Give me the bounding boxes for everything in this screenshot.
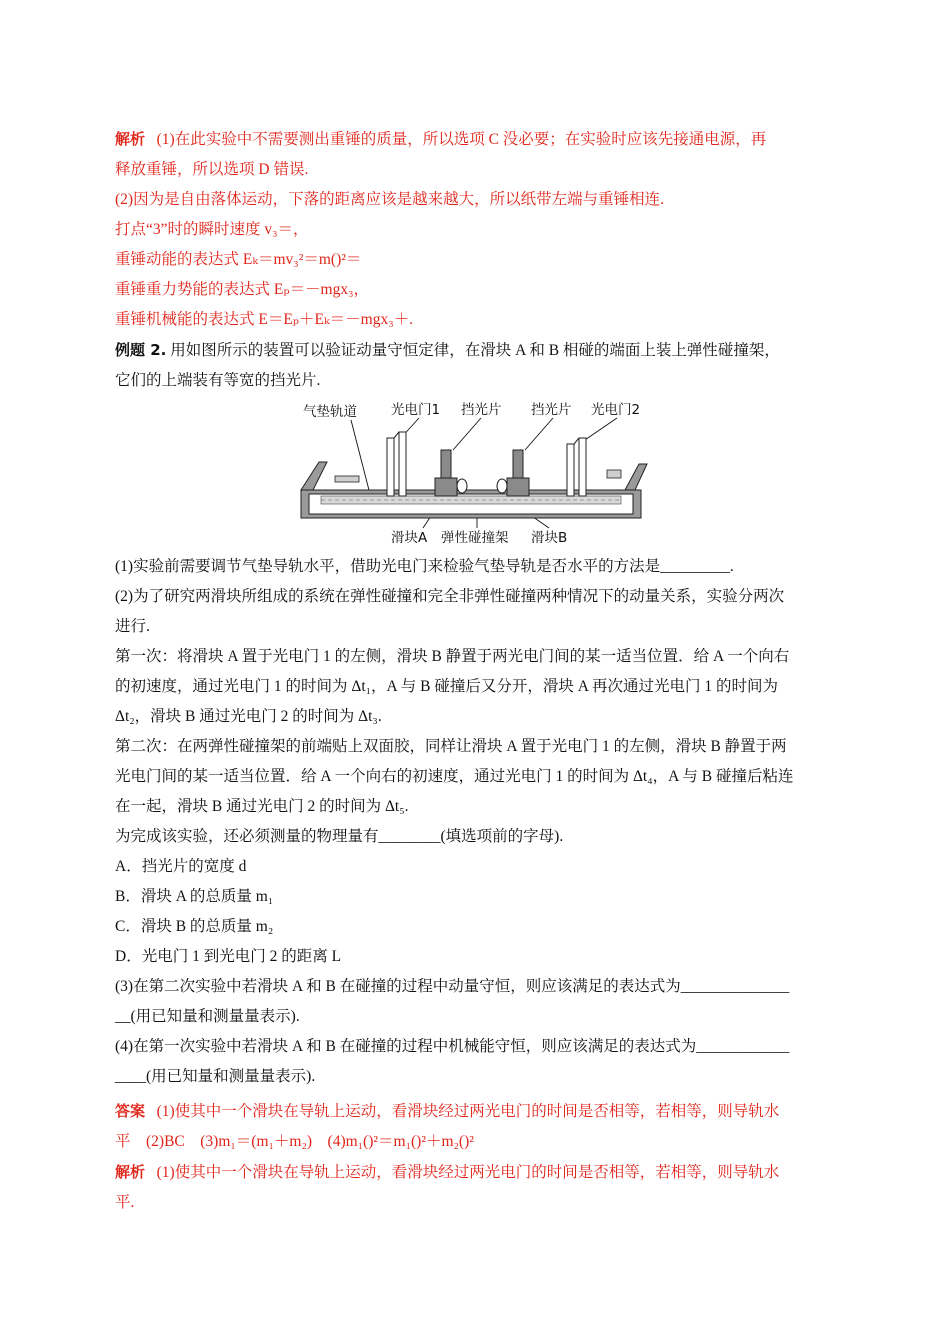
answer-label: 答案 [115,1102,146,1120]
example-intro-line: 例题 2. 用如图所示的装置可以验证动量守恒定律，在滑块 A 和 B 相碰的端面上装上弹性碰撞架， [115,341,780,359]
apparatus-figure [115,398,837,550]
question-line: 在一起，滑块 B 通过光电门 2 的时间为 Δt₅. [115,798,409,815]
photogate-1 [387,432,406,496]
label-shutter-1: 挡光片 [461,402,502,418]
question-line: 第二次：在两弹性碰撞架的前端贴上双面胶，同样让滑块 A 置于光电门 1 的左侧，滑块 B 静置于两 [115,738,787,755]
analysis-line: 重锤动能的表达式 Eₖ＝mv₃²＝m()²＝ [115,251,362,268]
analysis-line: 重锤机械能的表达式 E＝Eₚ＋Eₖ＝－mgx₃＋. [115,311,413,328]
analysis-line: 解析 (1)使其中一个滑块在导轨上运动，看滑块经过两光电门的时间是否相等，若相等，则导轨水 [115,1163,780,1181]
analysis-section-2 [115,1157,837,1218]
answer-line: 平 (2)BC (3)m₁＝(m₁＋m₂) (4)m₁()²＝m₁()²＋m₂()² [115,1133,474,1150]
label-photogate-2: 光电门2 [591,402,641,418]
question-line: 的初速度，通过光电门 1 的时间为 Δt₁，A 与 B 碰撞后又分开，滑块 A 再次通过光电门 1 的时间为 [115,678,778,695]
analysis-label: 解析 [115,130,146,148]
question-line: Δt₂，滑块 B 通过光电门 2 的时间为 Δt₃. [115,708,382,725]
label-elastic-bumper: 弹性碰撞架 [441,530,509,546]
analysis-line: (2)因为是自由落体运动，下落的距离应该是越来越大，所以纸带左端与重锤相连. [115,191,664,208]
option-c: C．滑块 B 的总质量 m₂ [115,918,274,935]
question-line: 第一次：将滑块 A 置于光电门 1 的左侧，滑块 B 静置于两光电门间的某一适当位置．给 A 一个向右 [115,648,790,665]
question-line: 为完成该实验，还必须测量的物理量有________(填选项前的字母). [115,828,564,845]
analysis-line: 平. [115,1194,135,1211]
slider-a [435,450,467,496]
question-line: (2)为了研究两滑块所组成的系统在弹性碰撞和完全非弹性碰撞两种情况下的动量关系，实验分两次 [115,588,785,605]
label-slider-a: 滑块A [391,530,428,546]
rail-base [301,462,647,518]
question-line: 光电门间的某一适当位置．给 A 一个向右的初速度，通过光电门 1 的时间为 Δt₄，A 与 B 碰撞后粘连 [115,768,794,785]
question-line: (4)在第一次实验中若滑块 A 和 B 在碰撞的过程中机械能守恒，则应该满足的表达式为____________ [115,1038,790,1055]
document-page [115,124,837,1218]
label-shutter-2: 挡光片 [531,402,572,418]
analysis-line: 解析 (1)在此实验中不需要测出重锤的质量，所以选项 C 没必要；在实验时应该先接通电源，再 [115,130,767,148]
analysis-line: 重锤重力势能的表达式 Eₚ＝－mgx₃， [115,281,370,298]
option-d: D．光电门 1 到光电门 2 的距离 L [115,948,342,965]
option-b: B．滑块 A 的总质量 m₁ [115,888,274,905]
label-photogate-1: 光电门1 [391,402,441,418]
example-section [115,335,837,396]
question-line: (1)实验前需要调节气垫导轨水平，借助光电门来检验气垫导轨是否水平的方法是_________. [115,558,734,575]
air-track-diagram [295,398,655,550]
label-slider-b: 滑块B [531,530,568,546]
question-line: __(用已知量和测量量表示). [115,1008,300,1025]
analysis-line: 释放重锤，所以选项 D 错误. [115,161,309,178]
question-line: ____(用已知量和测量量表示). [115,1068,316,1085]
question-line: 进行. [115,618,150,635]
analysis-label: 解析 [115,1163,146,1181]
answer-line: 答案 (1)使其中一个滑块在导轨上运动，看滑块经过两光电门的时间是否相等，若相等，则导轨水 [115,1102,780,1120]
example-intro-line: 它们的上端装有等宽的挡光片. [115,372,321,389]
question-line: (3)在第二次实验中若滑块 A 和 B 在碰撞的过程中动量守恒，则应该满足的表达式为______________ [115,978,790,995]
answer-section [115,1096,837,1157]
photogate-2 [567,438,586,496]
slider-b [497,450,529,496]
analysis-section-1 [115,124,837,335]
option-a: A．挡光片的宽度 d [115,858,247,875]
question-section [115,552,837,1092]
label-air-track: 气垫轨道 [303,404,357,420]
analysis-line: 打点“3”时的瞬时速度 v₃＝， [115,221,309,238]
example-label: 例题 2. [115,341,167,359]
